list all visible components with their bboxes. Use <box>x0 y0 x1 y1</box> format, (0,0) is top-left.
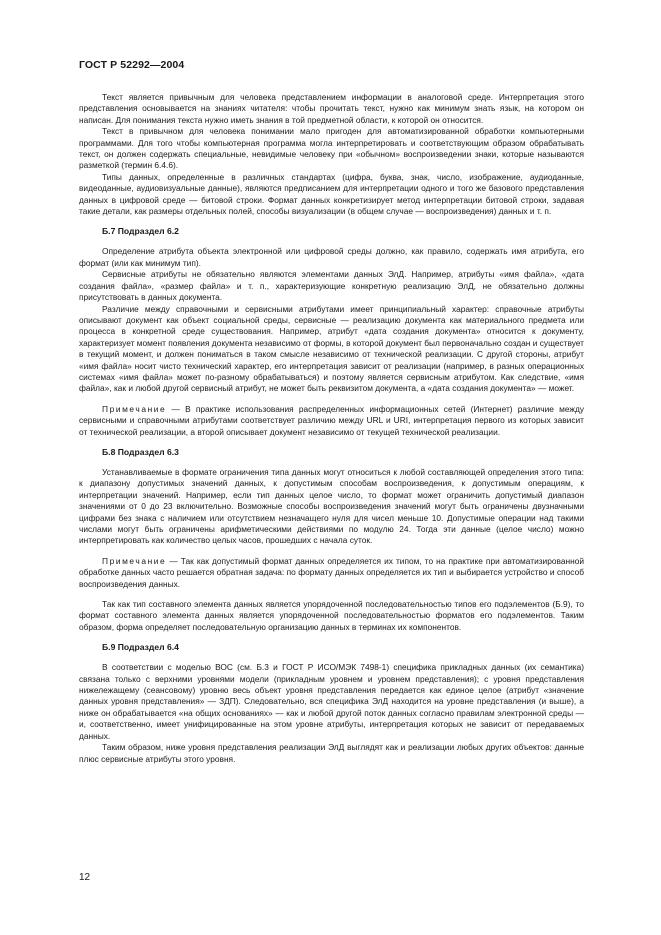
paragraph: Текст в привычном для человека понимании мало пригоден для автоматизированной обработки компьютерными программами. Для того чтобы компьютерная программа могла интерпретировать и соответствующим образом обрабатывать текст, он должен содержать специальные, невидимые человеку при «обычном» воспроизведении знаки, которые называются разметкой (термин 6.4.6). <box>79 126 584 171</box>
note-text: — В практике использования распределенных информационных сетей (Интернет) различие между сервисными и справочными атрибутами соответствует различию между URL и URI, интерпретация первого из которых зависит от технической реализации, а второй описывает документ независимо от текущей технической реализации. <box>79 403 584 437</box>
note-paragraph <box>79 556 584 590</box>
note-label: Примечание <box>102 555 167 566</box>
note-paragraph <box>79 404 584 438</box>
document-body <box>79 92 584 765</box>
note-label: Примечание <box>102 403 167 414</box>
section-heading-b8: Б.8 Подраздел 6.3 <box>102 446 179 457</box>
paragraph: Так как тип составного элемента данных является упорядоченной последовательностью типов его подэлементов (Б.9), то формат составного элемента данных является упорядоченной последовательностью форматов его подэлементов. Таким образом, форма определяет последовательную организацию данных в терминах их компонентов. <box>79 599 584 632</box>
paragraph: Сервисные атрибуты не обязательно являются элементами данных ЭлД. Например, атрибуты «имя файла», «дата создания файла», «размер файла» и т. п., характеризующие конкретную реализацию ЭлД, не обязательно должны присутствовать в данных документа. <box>79 269 584 303</box>
paragraph: Таким образом, ниже уровня представления реализации ЭлД выглядят как и реализации любых других объектов: данные плюс сервисные атрибуты этого уровня. <box>79 742 584 764</box>
paragraph: Определение атрибута объекта электронной или цифровой среды должно, как правило, содержать имя атрибута, его формат (или как минимум тип). <box>79 246 584 268</box>
paragraph: В соответствии с моделью ВОС (см. Б.3 и ГОСТ Р ИСО/МЭК 7498-1) специфика прикладных данных (их семантика) связана только с верхними уровнями модели (прикладным уровнем и уровнем представления); с уровня представления нижележащему (сеансовому) уровню весь объект уровня представления передается как единое целое (атрибут «значение данных уровня представления» — ЗДП). Следовательно, вся специфика ЭлД находится на уровне представления (и выше), а ниже он обрабатывается «на общих основаниях» — как и любой другой поток данных согласно правилам электронной среды — и, соответственно, имеет унифицированные на этом уровне атрибуты, интерпретация которых не зависит от передаваемых данных. <box>79 662 584 741</box>
paragraph: Типы данных, определенные в различных стандартах (цифра, буква, знак, число, изображение, аудиоданные, видеоданные, аудиовизуальные данные), являются предписанием для интерпретации одного и того же базового представления данных в цифровой среде — битовой строки. Формат данных конкретизирует метод интерпретации битовой строки, задавая такие детали, как размеры отдельных полей, способы визуализации (в общем случае — воспроизведения) данных и т. п. <box>79 171 584 217</box>
note-text: — Так как допустимый формат данных определяется их типом, то на практике при автоматизированной обработке данных часто решается обратная задача: по формату данных определяется их тип и выбирается устройство и способ воспроизведения данных. <box>79 555 584 589</box>
section-heading-b9: Б.9 Подраздел 6.4 <box>102 642 179 653</box>
page-number: 12 <box>79 872 91 883</box>
document-header: ГОСТ Р 52292—2004 <box>79 59 185 71</box>
paragraph: Текст является привычным для человека представлением информации в аналоговой среде. Интерпретация этого представления основывается на знаниях читателя: чтобы прочитать текст, нужно как минимум знать язык, на котором он написан. Для понимания текста нужно иметь знания в той предметной области, к которой он относится. <box>79 92 584 125</box>
paragraph: Различие между справочными и сервисными атрибутами имеет принципиальный характер: справочные атрибуты описывают документ как объект социальной среды, сервисные — реализацию документа как материального предмета или процесса в конкретной среде существования. Например, атрибут «дата создания документа» относится к документу, характеризует момент появления документа независимо от формы, в которой документ был первоначально создан и существует в текущий момент, и должен пониматься в таком смысле независимо от технической реализации. С другой стороны, атрибут «имя файла» носит чисто технический характер, его интерпретация зависит от реализации (например, в разных операционных системах «имя файла» может по-разному обрабатываться) и поэтому является сервисным атрибутом. Как следствие, «имя файла», как и любой другой сервисный атрибут, не может быть реквизитом документа, а «дата создания документа» — может. <box>79 303 584 394</box>
paragraph: Устанавливаемые в формате ограничения типа данных могут относиться к любой составляющей определения этого типа: к диапазону допустимых значений данных, к допустимым способам воспроизведения, к допустимым операциям, к интерпретации значений. Например, если тип данных целое число, то формат может ограничить допустимый диапазон значениями от 0 до 23 включительно. Возможные способы воспроизведения значений могут быть ограничены двузначными цифрами без знака с наличием или отсутствием незначащего нуля для чисел меньше 10. Допустимые операции над такими числами могут быть ограничены арифметическими действиями по модулю 24. Тогда эти данные (целое число) можно интерпретировать как количество целых часов, прошедших с начала суток. <box>79 466 584 546</box>
section-heading-b7: Б.7 Подраздел 6.2 <box>102 226 179 237</box>
